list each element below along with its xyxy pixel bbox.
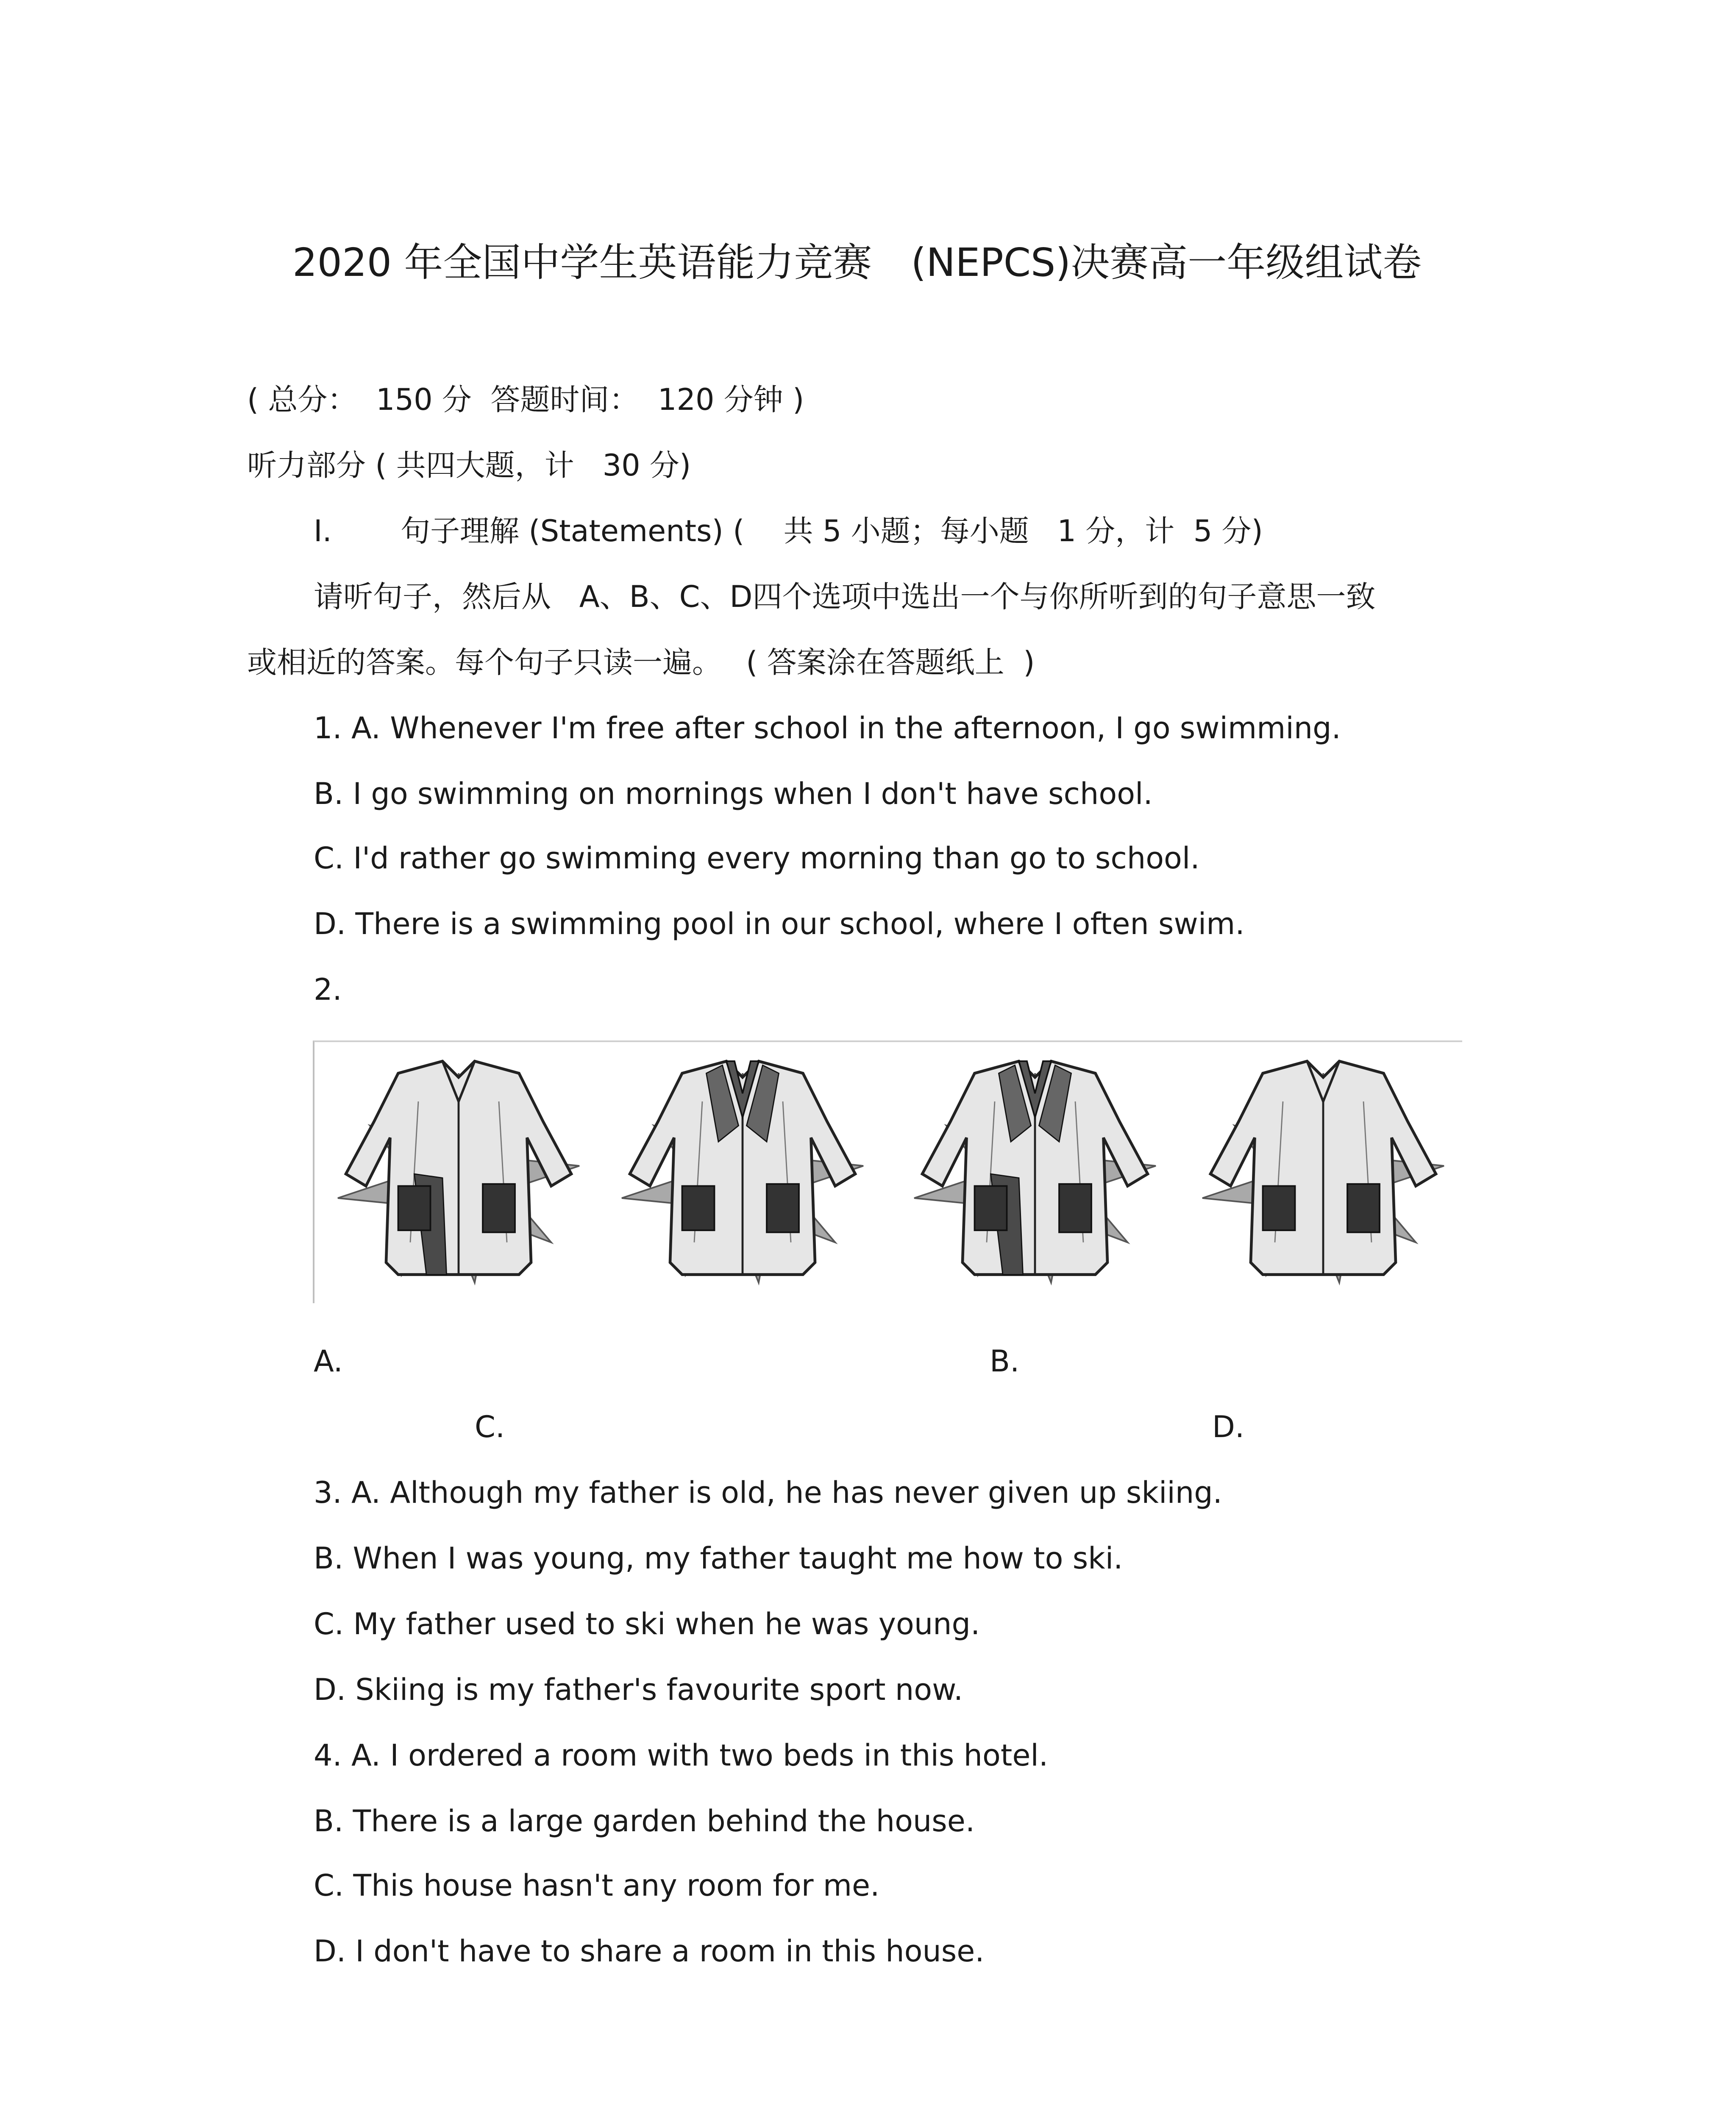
q4-option-c: C. This house hasn't any room for me.	[314, 1868, 880, 1903]
instruction-line-2: 或相近的答案。每个句子只读一遍。 ( 答案涂在答题纸上 )	[247, 645, 1035, 680]
q2-coat-pictures	[313, 1040, 1462, 1303]
q3-option-b: B. When I was young, my father taught me how to ski.	[314, 1541, 1123, 1576]
q3-option-a: 3. A. Although my father is old, he has never given up skiing.	[314, 1475, 1222, 1510]
q2-label-a: A.	[314, 1344, 343, 1379]
q2-label-c: C.	[475, 1410, 505, 1444]
q1-option-b: B. I go swimming on mornings when I don't have school.	[314, 776, 1153, 811]
q2-number: 2.	[314, 972, 342, 1007]
coat-picture-b	[622, 1061, 863, 1283]
page-title: 2020 年全国中学生英语能力竞赛 (NEPCS)决赛高一年级组试卷	[292, 240, 1422, 285]
q4-option-a: 4. A. I ordered a room with two beds in this hotel.	[314, 1738, 1049, 1773]
q3-option-d: D. Skiing is my father's favourite sport now.	[314, 1672, 963, 1707]
coat-picture-a	[338, 1061, 579, 1283]
score-time-info: ( 总分： 150 分 答题时间： 120 分钟 )	[247, 382, 804, 417]
q1-option-d: D. There is a swimming pool in our school, where I often swim.	[314, 907, 1245, 941]
q1-option-c: C. I'd rather go swimming every morning than go to school.	[314, 841, 1200, 876]
q4-option-d: D. I don't have to share a room in this house.	[314, 1934, 985, 1969]
q2-label-b: B.	[990, 1344, 1020, 1379]
listening-section-header: 听力部分 ( 共四大题，计 30 分)	[247, 448, 691, 483]
q2-label-d: D.	[1212, 1410, 1245, 1444]
q4-option-b: B. There is a large garden behind the house.	[314, 1804, 975, 1838]
section-1-heading: I. 句子理解 (Statements) ( 共 5 小题；每小题 1 分，计 5 分)	[314, 514, 1263, 548]
coat-picture-d	[1202, 1061, 1444, 1283]
coat-picture-c	[914, 1061, 1156, 1283]
q3-option-c: C. My father used to ski when he was young.	[314, 1607, 980, 1641]
q1-option-a: 1. A. Whenever I'm free after school in the afternoon, I go swimming.	[314, 711, 1341, 745]
instruction-line-1: 请听句子，然后从 A、B、C、D四个选项中选出一个与你所听到的句子意思一致	[314, 579, 1376, 614]
